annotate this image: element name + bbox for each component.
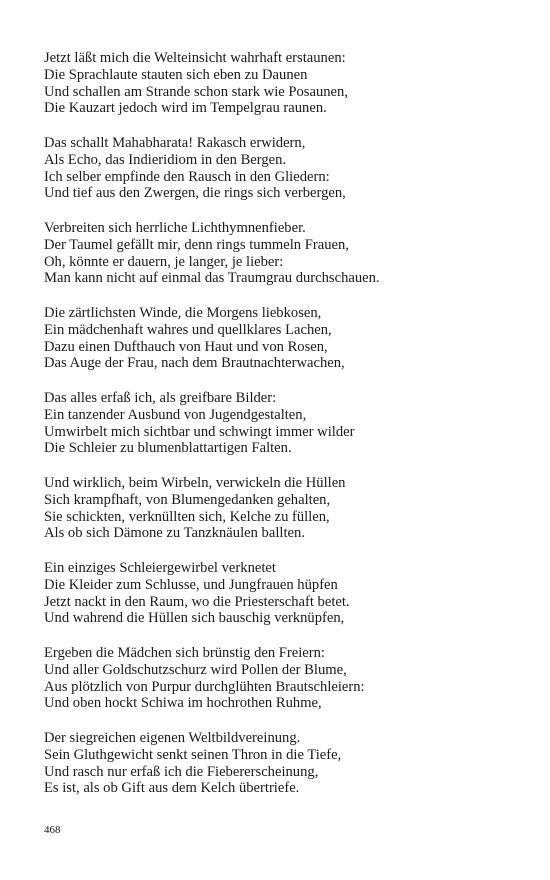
verse-line: Das schallt Mahabharata! Rakasch erwidern, [44, 135, 306, 151]
poem-body [44, 50, 514, 815]
verse-line: Die Sprachlaute stauten sich eben zu Daunen [44, 66, 308, 83]
verse-line: Und rasch nur erfaß ich die Fiebererscheinung, [44, 763, 319, 780]
verse-line: Sich krampfhaft, von Blumengedanken gehalten, [44, 491, 331, 508]
verse-line: Und tief aus den Zwergen, die rings sich verbergen, [44, 185, 346, 202]
verse-line: Jetzt läßt mich die Welteinsicht wahrhaft erstaunen: [44, 50, 346, 66]
page-number: 468 [44, 824, 61, 836]
verse-line: Das Auge der Frau, nach dem Brautnachterwachen, [44, 355, 345, 372]
verse-line: Das alles erfaß ich, als greifbare Bilder: [44, 390, 277, 406]
verse-line: Und schallen am Strande schon stark wie Posaunen, [44, 83, 348, 100]
verse-line: Die zärtlichsten Winde, die Morgens liebkosen, [44, 305, 322, 321]
verse-line: Der Taumel gefällt mir, denn rings tummeln Frauen, [44, 236, 349, 253]
verse-line: Verbreiten sich herrliche Lichthymnenfieber. [44, 220, 306, 236]
verse-line: Die Kauzart jedoch wird im Tempelgrau raunen. [44, 100, 327, 117]
verse-line: Ein einziges Schleiergewirbel verknetet [44, 560, 276, 576]
verse-line: Jetzt nackt in den Raum, wo die Priesterschaft betet. [44, 593, 350, 610]
verse-line: Die Schleier zu blumenblattartigen Falten. [44, 440, 292, 457]
verse-line: Sie schickten, verknüllten sich, Kelche zu füllen, [44, 508, 330, 525]
verse-line: Der siegreichen eigenen Weltbildvereinung. [44, 730, 301, 746]
stanza-6 [44, 475, 514, 542]
verse-line: Oh, könnte er dauern, je langer, je lieber: [44, 253, 284, 270]
verse-line: Und wirklich, beim Wirbeln, verwickeln die Hüllen [44, 475, 346, 491]
verse-line: Und oben hockt Schiwa im hochrothen Ruhme, [44, 695, 322, 712]
verse-line: Sein Gluthgewicht senkt seinen Thron in die Tiefe, [44, 746, 342, 763]
verse-line: Und aller Goldschutzschurz wird Pollen der Blume, [44, 661, 347, 678]
stanza-2 [44, 135, 514, 202]
verse-line: Als Echo, das Indieridiom in den Bergen. [44, 151, 287, 168]
stanza-5 [44, 390, 514, 457]
stanza-7 [44, 560, 514, 627]
verse-line: Und wahrend die Hüllen sich bauschig verknüpfen, [44, 610, 345, 627]
verse-line: Ein tanzender Ausbund von Jugendgestalten, [44, 406, 307, 423]
verse-line: Als ob sich Dämone zu Tanzknäulen ballten. [44, 525, 305, 542]
verse-line: Ein mädchenhaft wahres und quellklares Lachen, [44, 321, 332, 338]
verse-line: Ich selber empfinde den Rausch in den Gliedern: [44, 168, 330, 185]
verse-line: Aus plötzlich von Purpur durchglühten Brautschleiern: [44, 678, 365, 695]
stanza-9 [44, 730, 514, 797]
stanza-4 [44, 305, 514, 372]
stanza-3 [44, 220, 514, 287]
verse-line: Umwirbelt mich sichtbar und schwingt immer wilder [44, 423, 355, 440]
stanza-8 [44, 645, 514, 712]
verse-line: Man kann nicht auf einmal das Traumgrau durchschauen. [44, 270, 380, 287]
verse-line: Die Kleider zum Schlusse, und Jungfrauen hüpfen [44, 576, 338, 593]
verse-line: Ergeben die Mädchen sich brünstig den Freiern: [44, 645, 325, 661]
verse-line: Es ist, als ob Gift aus dem Kelch übertriefe. [44, 780, 300, 797]
verse-line: Dazu einen Dufthauch von Haut und von Rosen, [44, 338, 328, 355]
stanza-1 [44, 50, 514, 117]
